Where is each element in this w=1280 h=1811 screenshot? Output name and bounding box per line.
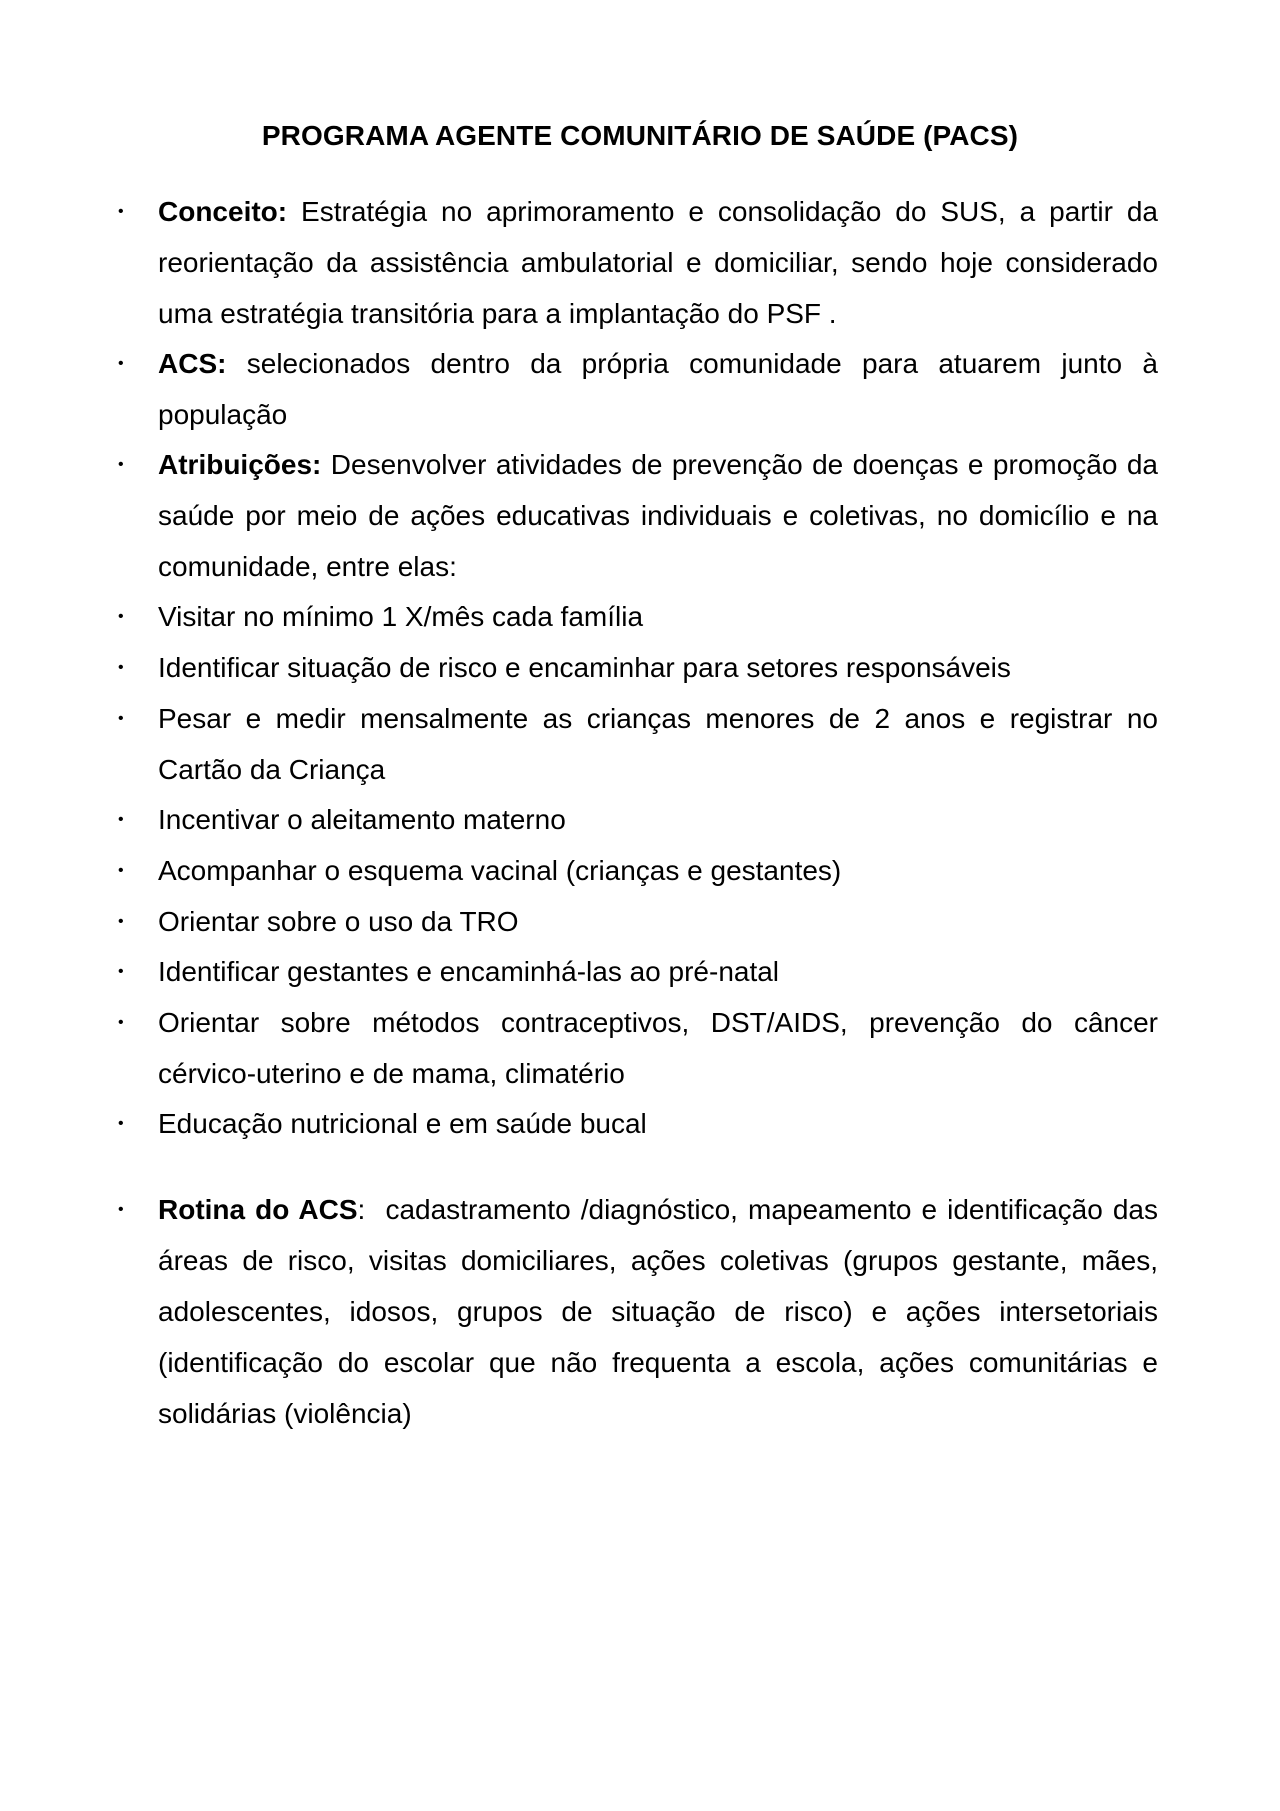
- item-label: Atribuições:: [158, 449, 322, 480]
- item-label: ACS:: [158, 348, 227, 379]
- list-item: [118, 338, 1158, 440]
- item-label: Conceito:: [158, 196, 288, 227]
- list-item: [118, 794, 1158, 845]
- item-text: Orientar sobre métodos contraceptivos, DST/AIDS, prevenção do câncer cérvico-uterino e de mama, climatério: [158, 1007, 1158, 1089]
- item-text: Desenvolver atividades de prevenção de doenças e promoção da saúde por meio de ações educativas individuais e coletivas, no domicílio e na comunidade, entre elas:: [158, 449, 1158, 582]
- list-item: [118, 845, 1158, 896]
- item-label: Rotina do ACS: [158, 1194, 358, 1225]
- bullet-icon: •: [118, 811, 124, 828]
- item-text: Incentivar o aleitamento materno: [158, 804, 566, 835]
- item-text: Educação nutricional e em saúde bucal: [158, 1108, 647, 1139]
- list-item: [118, 1184, 1166, 1439]
- item-text: selecionados dentro da própria comunidade para atuarem junto à população: [158, 348, 1158, 430]
- bullet-icon: •: [118, 913, 124, 930]
- bullet-icon: •: [118, 203, 124, 220]
- bullet-icon: •: [118, 1201, 124, 1218]
- item-text: Pesar e medir mensalmente as crianças menores de 2 anos e registrar no Cartão da Criança: [158, 703, 1158, 785]
- bullet-icon: •: [118, 963, 124, 980]
- list-item: [118, 946, 1158, 997]
- bullet-icon: •: [118, 710, 124, 727]
- bullet-icon: •: [118, 608, 124, 625]
- list-item: [118, 896, 1158, 947]
- list-item: [118, 1098, 1158, 1149]
- item-text: Estratégia no aprimoramento e consolidação do SUS, a partir da reorientação da assistência ambulatorial e domiciliar, sendo hoje considerado uma estratégia transitória para a implantação do PSF .: [158, 196, 1158, 329]
- bullet-icon: •: [118, 355, 124, 372]
- list-item: [118, 186, 1158, 339]
- item-text: Acompanhar o esquema vacinal (crianças e gestantes): [158, 855, 842, 886]
- list-item: [118, 591, 1158, 642]
- bullet-icon: •: [118, 659, 124, 676]
- bullet-icon: •: [118, 456, 124, 473]
- item-text: Orientar sobre o uso da TRO: [158, 906, 519, 937]
- bullet-icon: •: [118, 862, 124, 879]
- list-item: [118, 642, 1158, 693]
- list-item: [118, 997, 1158, 1099]
- item-text: : cadastramento /diagnóstico, mapeamento e identificação das áreas de risco, visitas domiciliares, ações coletivas (grupos gestante, mães, adolescentes, idosos, grupos de situação de risco) e ações intersetoriais (identificação do escolar que não frequenta a escola, ações comunitárias e solidárias (violência): [158, 1194, 1166, 1429]
- item-text: Identificar situação de risco e encaminhar para setores responsáveis: [158, 652, 1011, 683]
- bullet-icon: •: [118, 1014, 124, 1031]
- item-text: Visitar no mínimo 1 X/mês cada família: [158, 601, 644, 632]
- item-text: Identificar gestantes e encaminhá-las ao pré-natal: [158, 956, 780, 987]
- list-item: [118, 439, 1158, 592]
- page-title: PROGRAMA AGENTE COMUNITÁRIO DE SAÚDE (PACS): [261, 120, 1019, 151]
- bullet-icon: •: [118, 1115, 124, 1132]
- list-item: [118, 693, 1158, 795]
